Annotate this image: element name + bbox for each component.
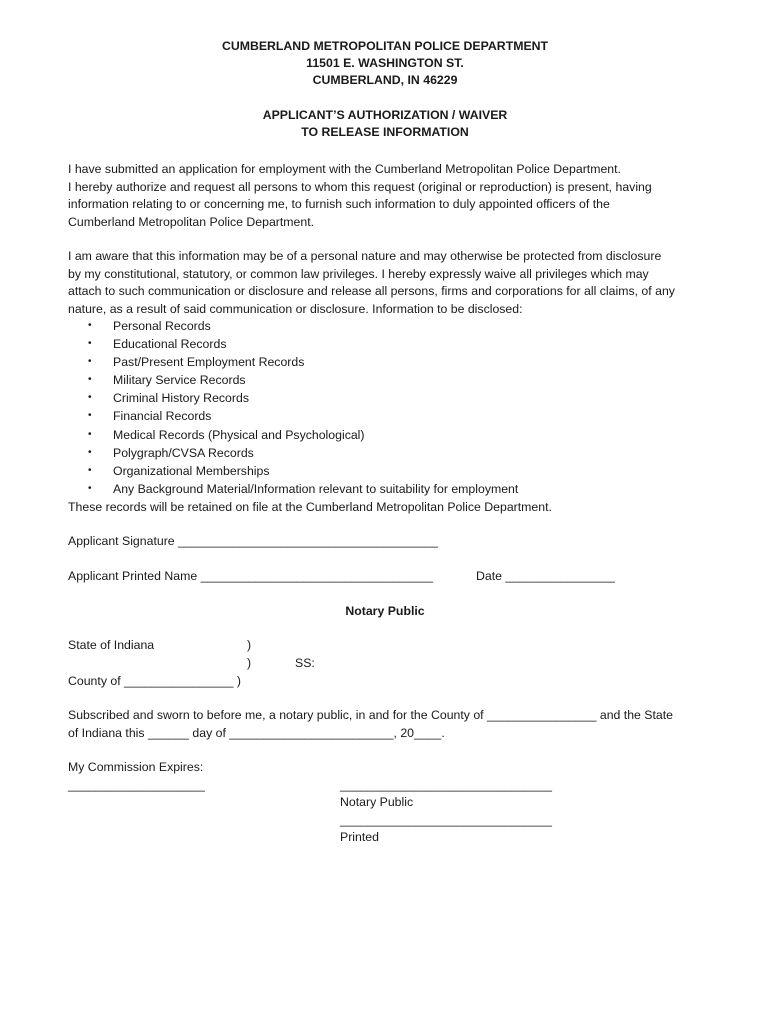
list-item-label: Polygraph/CVSA Records: [113, 445, 254, 460]
venue-bracket-2: ): [247, 656, 252, 670]
list-item-label: Medical Records (Physical and Psychological): [113, 427, 365, 442]
list-item: [68, 444, 518, 462]
intro-line-3: information relating to or concerning me, to furnish such information to duly appointed officers of the: [68, 197, 610, 211]
state-label: State of Indiana: [68, 638, 155, 652]
list-item-label: Past/Present Employment Records: [113, 355, 305, 370]
title-line-2: TO RELEASE INFORMATION: [301, 125, 469, 139]
intro-line-4: Cumberland Metropolitan Police Department.: [68, 214, 315, 229]
notary-printed-label: Printed: [340, 830, 379, 844]
waiver-line-2: by my constitutional, statutory, or common law privileges. I hereby expressly waive all privileges which may: [68, 266, 649, 281]
venue-bracket-1: ): [247, 638, 252, 652]
waiver-line-3: attach to such communication or disclosure and release all persons, firms and corporations for all claims, of any: [68, 284, 675, 298]
county-field[interactable]: County of ________________ ): [68, 674, 241, 688]
title-line-1: APPLICANT’S AUTHORIZATION / WAIVER: [262, 108, 508, 122]
list-item-label: Personal Records: [113, 319, 211, 333]
bullet-icon: •: [88, 446, 92, 458]
commission-expires-field[interactable]: ____________________: [68, 778, 205, 792]
jurat-line-1[interactable]: Subscribed and sworn to before me, a notary public, in and for the County of ________________ and the State: [68, 708, 674, 722]
jurat-paragraph: [68, 707, 708, 742]
list-item: [68, 389, 518, 407]
records-list: [68, 317, 518, 498]
notary-signature-label: Notary Public: [340, 795, 414, 809]
list-item-label: Military Service Records: [113, 373, 246, 388]
list-item: [68, 353, 518, 371]
document-title: [0, 107, 770, 141]
retention-statement: These records will be retained on file at the Cumberland Metropolitan Police Department.: [68, 500, 552, 514]
waiver-line-4: nature, as a result of said communication or disclosure. Information to be disclosed:: [68, 301, 523, 316]
list-item: [68, 335, 518, 353]
list-item: [68, 426, 518, 444]
list-item-label: Educational Records: [113, 337, 227, 352]
bullet-icon: •: [88, 482, 92, 494]
list-item-label: Organizational Memberships: [113, 463, 270, 478]
intro-line-1: I have submitted an application for employment with the Cumberland Metropolitan Police Department.: [68, 162, 621, 176]
applicant-printed-name-field[interactable]: Applicant Printed Name __________________________________: [68, 569, 434, 583]
date-field[interactable]: Date ________________: [476, 569, 615, 583]
org-street: 11501 E. WASHINGTON ST.: [306, 56, 464, 70]
org-city: CUMBERLAND, IN 46229: [312, 73, 458, 87]
list-item: [68, 480, 518, 498]
notary-heading: Notary Public: [345, 604, 425, 618]
list-item-label: Any Background Material/Information relevant to suitability for employment: [113, 481, 519, 496]
org-name: CUMBERLAND METROPOLITAN POLICE DEPARTMENT: [221, 39, 549, 53]
bullet-icon: •: [88, 374, 92, 386]
intro-line-2: I hereby authorize and request all persons to whom this request (original or reproduction) is present, having: [68, 179, 652, 194]
letterhead: [0, 38, 770, 89]
intro-paragraph: [68, 161, 708, 231]
bullet-icon: •: [88, 392, 92, 404]
list-item: [68, 407, 518, 425]
notary-printed-field[interactable]: _______________________________: [340, 813, 553, 827]
bullet-icon: •: [88, 338, 92, 350]
ss-label: SS:: [295, 656, 315, 670]
bullet-icon: •: [88, 428, 92, 440]
waiver-line-1: I am aware that this information may be of a personal nature and may otherwise be protected from disclosure: [68, 249, 662, 263]
bullet-icon: •: [88, 320, 92, 331]
waiver-paragraph: [68, 248, 708, 318]
list-item-label: Criminal History Records: [113, 391, 249, 406]
bullet-icon: •: [88, 356, 92, 368]
list-item: [68, 317, 518, 335]
list-item-label: Financial Records: [113, 409, 212, 424]
bullet-icon: •: [88, 464, 92, 476]
list-item: [68, 371, 518, 389]
jurat-line-2[interactable]: of Indiana this ______ day of ________________________, 20____.: [68, 725, 445, 740]
commission-expires-label: My Commission Expires:: [68, 760, 204, 774]
list-item: [68, 462, 518, 480]
bullet-icon: •: [88, 410, 92, 422]
applicant-signature-field[interactable]: Applicant Signature ______________________________________: [68, 534, 438, 548]
notary-signature-field[interactable]: _______________________________: [340, 778, 553, 792]
